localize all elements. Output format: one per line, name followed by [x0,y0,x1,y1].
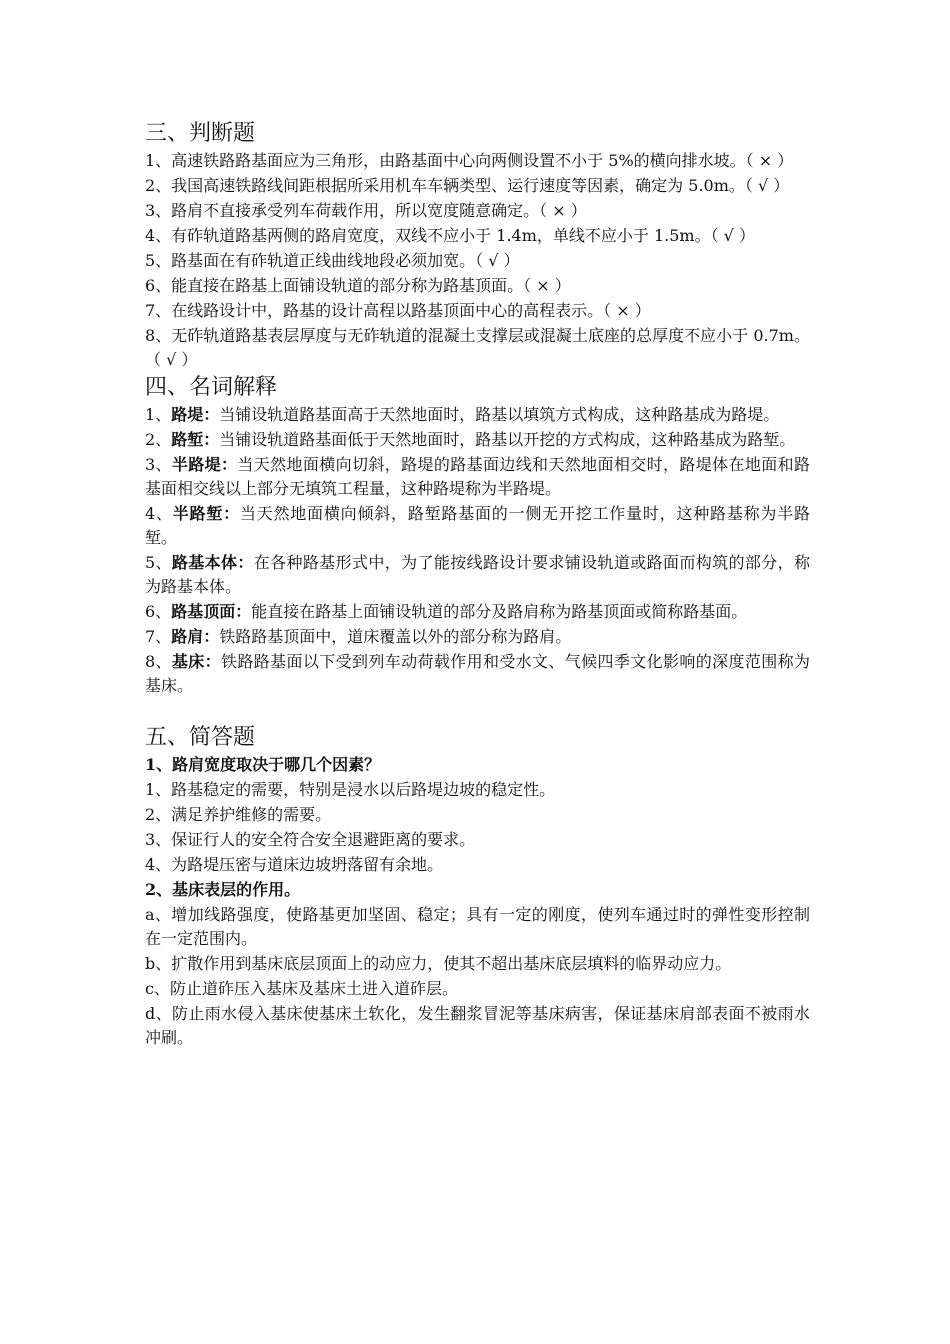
term-definition [145,551,810,599]
judgment-item: 6、能直接在路基上面铺设轨道的部分称为路基顶面。（ × ） [145,276,571,295]
judgment-item: 4、有砟轨道路基两侧的路肩宽度，双线不应小于 1.4m，单线不应小于 1.5m。（ √ ） [145,226,755,245]
question-heading: 2、基床表层的作用。 [145,880,301,899]
term-name: 半路堤： [171,455,238,474]
judgment-item: 7、在线路设计中，路基的设计高程以路基顶面中心的高程表示。（ × ） [145,301,651,320]
term-number: 6、 [145,602,172,621]
term-name: 路肩： [171,627,220,646]
term-text: 当天然地面横向倾斜，路堑路基面的一侧无开挖工作量时，这种路基称为半路堑。 [145,504,810,547]
term-name: 路基本体： [171,553,254,572]
section-title-short-answer: 五、简答题 [145,725,256,750]
term-definition [145,403,810,427]
term-number: 3、 [145,455,172,474]
term-number: 7、 [145,627,172,646]
term-definition [145,625,810,649]
term-text: 铁路路基顶面中，道床覆盖以外的部分称为路肩。 [219,627,572,646]
term-definition [145,428,810,452]
term-text: 在各种路基形式中，为了能按线路设计要求铺设轨道或路面而构筑的部分，称为路基本体。 [145,553,810,596]
answer-item: c、防止道砟压入基床及基床土进入道砟层。 [145,979,458,998]
judgment-item: 1、高速铁路路基面应为三角形，由路基面中心向两侧设置不小于 5%的横向排水坡。（ × ） [145,151,794,170]
term-name: 半路堑： [172,504,240,523]
term-number: 1、 [145,405,172,424]
section-spacer [145,699,810,723]
term-definition [145,600,810,624]
term-name: 路基顶面： [171,602,252,621]
term-definition [145,502,810,550]
term-name: 路堤： [171,405,220,424]
term-number: 4、 [145,504,173,523]
judgment-item: 8、无砟轨道路基表层厚度与无砟轨道的混凝土支撑层或混凝土底座的总厚度不应小于 0.7m。（ √ ） [145,326,810,369]
term-number: 8、 [145,652,172,671]
term-text: 当铺设轨道路基面低于天然地面时，路基以开挖的方式构成，这种路基成为路堑。 [219,430,796,449]
term-text: 铁路路基面以下受到列车动荷载作用和受水文、气候四季文化影响的深度范围称为基床。 [145,652,810,695]
term-definition [145,650,810,698]
section-title-terms: 四、名词解释 [145,375,278,400]
term-text: 当铺设轨道路基面高于天然地面时，路基以填筑方式构成，这种路基成为路堤。 [219,405,780,424]
answer-item: 2、满足养护维修的需要。 [145,805,332,824]
term-definition [145,453,810,501]
term-text: 当天然地面横向切斜，路堤的路基面边线和天然地面相交时，路堤体在地面和路基面相交线以上部分无填筑工程量，这种路堤称为半路堤。 [145,455,810,498]
question-heading: 1、路肩宽度取决于哪几个因素？ [145,755,381,774]
answer-item: a、增加线路强度，使路基更加坚固、稳定；具有一定的刚度，使列车通过时的弹性变形控制在一定范围内。 [145,905,810,948]
judgment-item: 3、路肩不直接承受列车荷载作用，所以宽度随意确定。（ × ） [145,201,587,220]
term-name: 路堑： [171,430,220,449]
term-text: 能直接在路基上面铺设轨道的部分及路肩称为路基顶面或简称路基面。 [251,602,748,621]
judgment-item: 5、路基面在有砟轨道正线曲线地段必须加宽。（ √ ） [145,251,520,270]
judgment-item: 2、我国高速铁路线间距根据所采用机车车辆类型、运行速度等因素，确定为 5.0m。（ √ ） [145,176,790,195]
answer-item: d、防止雨水侵入基床使基床土软化，发生翻浆冒泥等基床病害，保证基床肩部表面不被雨水冲刷。 [145,1004,810,1047]
term-number: 2、 [145,430,172,449]
term-name: 基床： [171,652,222,671]
term-number: 5、 [145,553,172,572]
answer-item: 1、路基稳定的需要，特别是浸水以后路堤边坡的稳定性。 [145,780,556,799]
answer-item: 3、保证行人的安全符合安全退避距离的要求。 [145,830,476,849]
answer-item: b、扩散作用到基床底层顶面上的动应力，使其不超出基床底层填料的临界动应力。 [145,954,732,973]
answer-item: 4、为路堤压密与道床边坡坍落留有余地。 [145,855,444,874]
section-title-judgment: 三、判断题 [145,121,256,146]
